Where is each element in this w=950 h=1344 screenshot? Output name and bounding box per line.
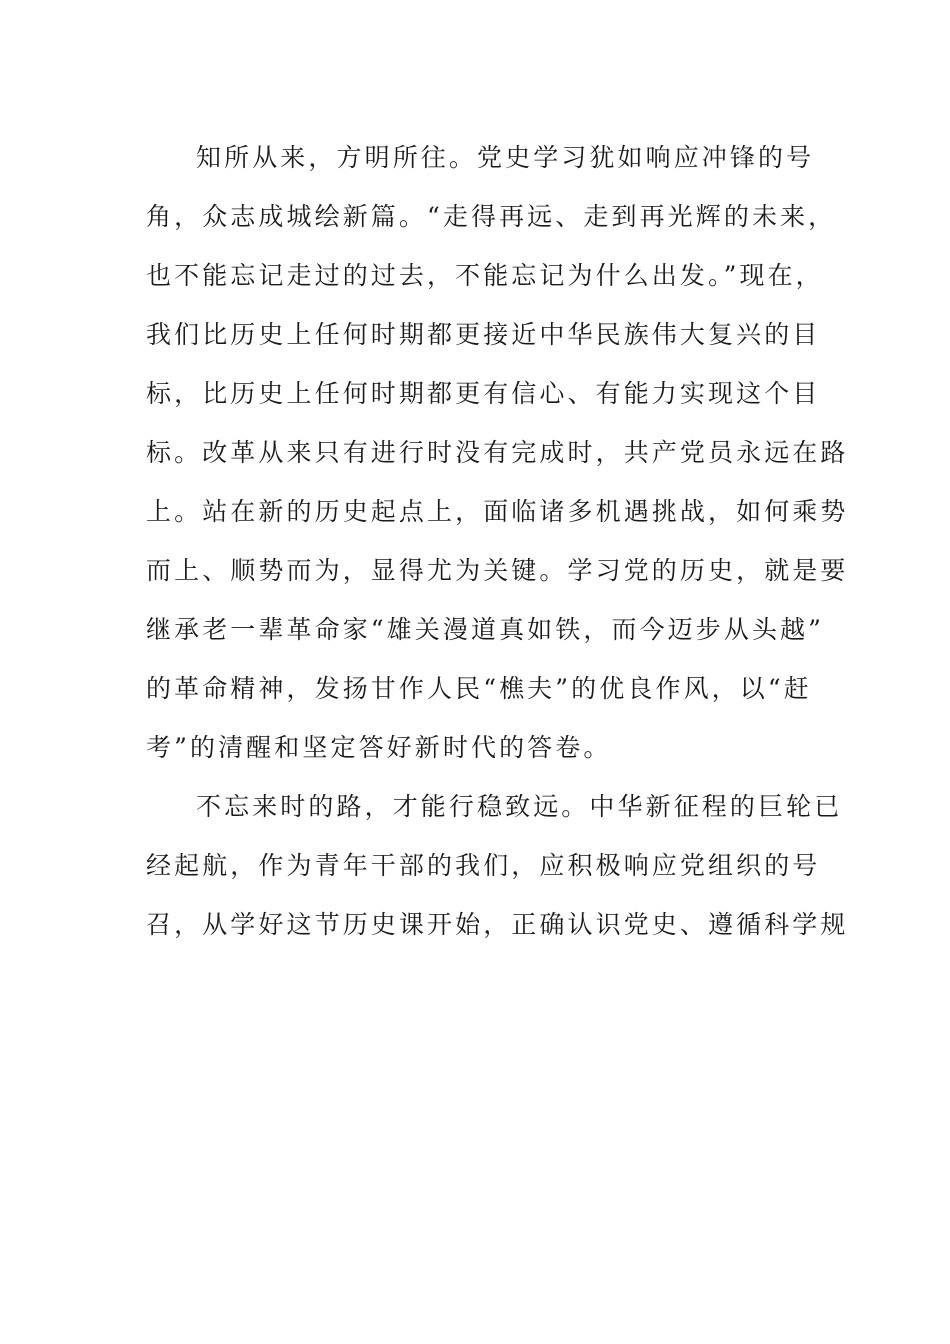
text-line: 继承老一辈革命家“雄关漫道真如铁，而今迈步从头越” [146,615,825,644]
paragraph-2 [146,777,849,954]
text-line: 召，从学好这节历史课开始，正确认识党史、遵循科学规 [146,910,849,939]
text-line: 考”的清醒和坚定答好新时代的答卷。 [146,733,612,762]
text-line: 也不能忘记走过的过去，不能忘记为什么出发。”现在， [146,261,824,290]
text-line: 上。站在新的历史起点上，面临诸多机遇挑战，如何乘势 [146,497,849,526]
text-line: 标，比历史上任何时期都更有信心、有能力实现这个目 [146,379,821,408]
text-line: 而上、顺势而为，显得尤为关键。学习党的历史，就是要 [146,556,849,585]
text-line: 经起航，作为青年干部的我们，应积极响应党组织的号 [146,851,821,880]
text-line: 不忘来时的路，才能行稳致远。中华新征程的巨轮已 [196,792,843,821]
paragraph-1 [146,128,849,777]
text-line: 角，众志成城绘新篇。“走得再远、走到再光辉的未来， [146,202,837,231]
text-line: 我们比历史上任何时期都更接近中华民族伟大复兴的目 [146,320,821,349]
text-line: 知所从来，方明所往。党史学习犹如响应冲锋的号 [196,143,815,172]
text-line: 的革命精神，发扬甘作人民“樵夫”的优良作风，以“赶 [146,674,812,703]
body-text [146,128,849,954]
text-line: 标。改革从来只有进行时没有完成时，共产党员永远在路 [146,438,849,467]
